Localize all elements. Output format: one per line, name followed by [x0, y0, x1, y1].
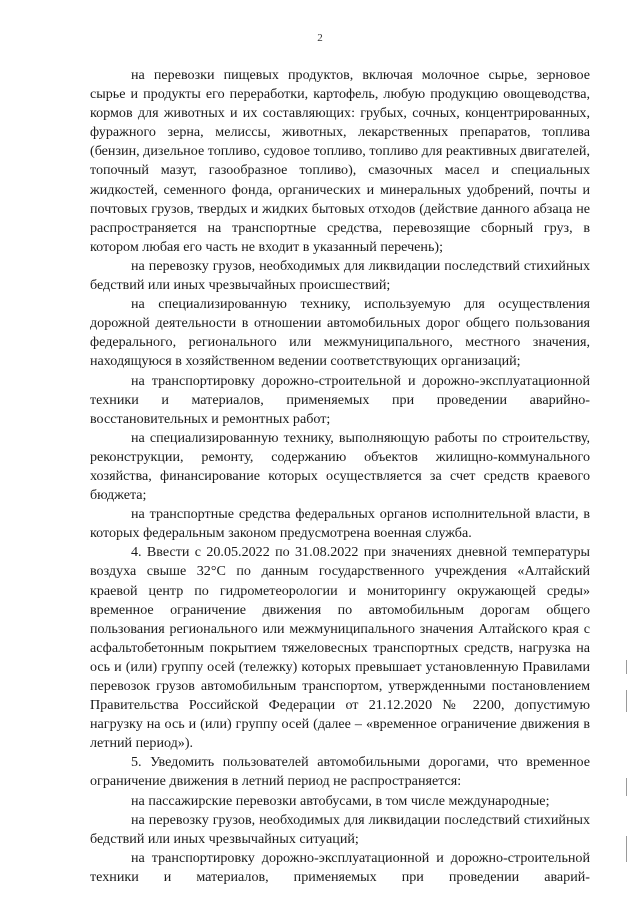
paragraph-emergency-cargo: на перевозку грузов, необходимых для ликвидации последствий стихийных бедствий или иных чрезвычайных ситуаций;	[90, 811, 590, 847]
scan-mark	[626, 660, 627, 674]
scan-mark	[626, 778, 627, 796]
page-number: 2	[317, 32, 323, 44]
paragraph-utility-equipment: на специализированную технику, выполняющую работы по строительству, реконструкции, ремонту, содержанию объектов жилищно-коммунального хозяйства, финансирование которых осуществляется за счет средств краевого бюджета;	[90, 429, 590, 504]
paragraph-food-transport: на перевозки пищевых продуктов, включая молочное сырье, зерновое сырье и продукты его переработки, картофель, любую продукцию овощеводства, кормов для животных и их составляющих: грубых, сочных, концентрированных, фуражного зерна, мелиссы, животных, лекарственных препаратов, топлива (бензин, дизельное топливо, судовое топливо, топливо для реактивных двигателей, топочный мазут, газообразное топливо), смазочных масел и специальных жидкостей, семенного фонда, органических и минеральных удобрений, почты и почтовых грузов, твердых и жидких бытовых отходов (действие данного абзаца не распространяется на транспортные средства, перевозящие сборный груз, в котором любая его часть не входит в указанный перечень);	[90, 67, 590, 255]
paragraph-bus-transport: на пассажирские перевозки автобусами, в том числе международные;	[131, 792, 550, 809]
scan-mark	[626, 690, 627, 712]
paragraph-federal-vehicles: на транспортные средства федеральных органов исполнительной власти, в которых федеральным законом предусмотрена военная служба.	[90, 506, 590, 542]
paragraph-item-4-summer-restriction: 4. Ввести с 20.05.2022 по 31.08.2022 при значениях дневной температуры воздуха свыше 32°С по данным государственного учреждения «Алтайский краевой центр по гидрометеорологии и мониторингу окружающей среды» временное ограничение движения по автомобильным дорогам общего пользования регионального или межмуниципального значения Алтайского края с асфальтобетонным покрытием тяжеловесных транспортных средств, нагрузка на ось и (или) группу осей (тележку) которых превышает установленную Правилами перевозок грузов автомобильным транспортом, утвержденными постановлением Правительства Российской Федерации от 21.12.2020 № 2200, допустимую нагрузку на ось и (или) группу осей (далее – «временное ограничение движения в летний период»).	[90, 544, 590, 752]
paragraph-disaster-cargo: на перевозку грузов, необходимых для ликвидации последствий стихийных бедствий или иных чрезвычайных происшествий;	[90, 257, 590, 294]
paragraph-item-5-notification: 5. Уведомить пользователей автомобильными дорогами, что временное ограничение движения в летний период не распространяется:	[90, 754, 590, 790]
paragraph-road-maintenance-equipment: на специализированную технику, используемую для осуществления дорожной деятельности в отношении автомобильных дорог общего пользования федерального, регионального или межмуниципального, местного значения, находящуюся в хозяйственном ведении соответствующих организаций;	[90, 296, 590, 370]
scan-margin-marks	[626, 660, 630, 900]
document-body	[90, 66, 590, 887]
paragraph-road-equipment-continued: на транспортировку дорожно-эксплуатационной и дорожно-строительной техники и материалов, применяемых при проведении аварий-	[90, 849, 590, 885]
scan-mark	[626, 836, 627, 862]
paragraph-road-construction-transport: на транспортировку дорожно-строительной и дорожно-эксплуатационной техники и материалов, применяемых при проведении аварийно-восстановительных и ремонтных работ;	[90, 372, 590, 427]
